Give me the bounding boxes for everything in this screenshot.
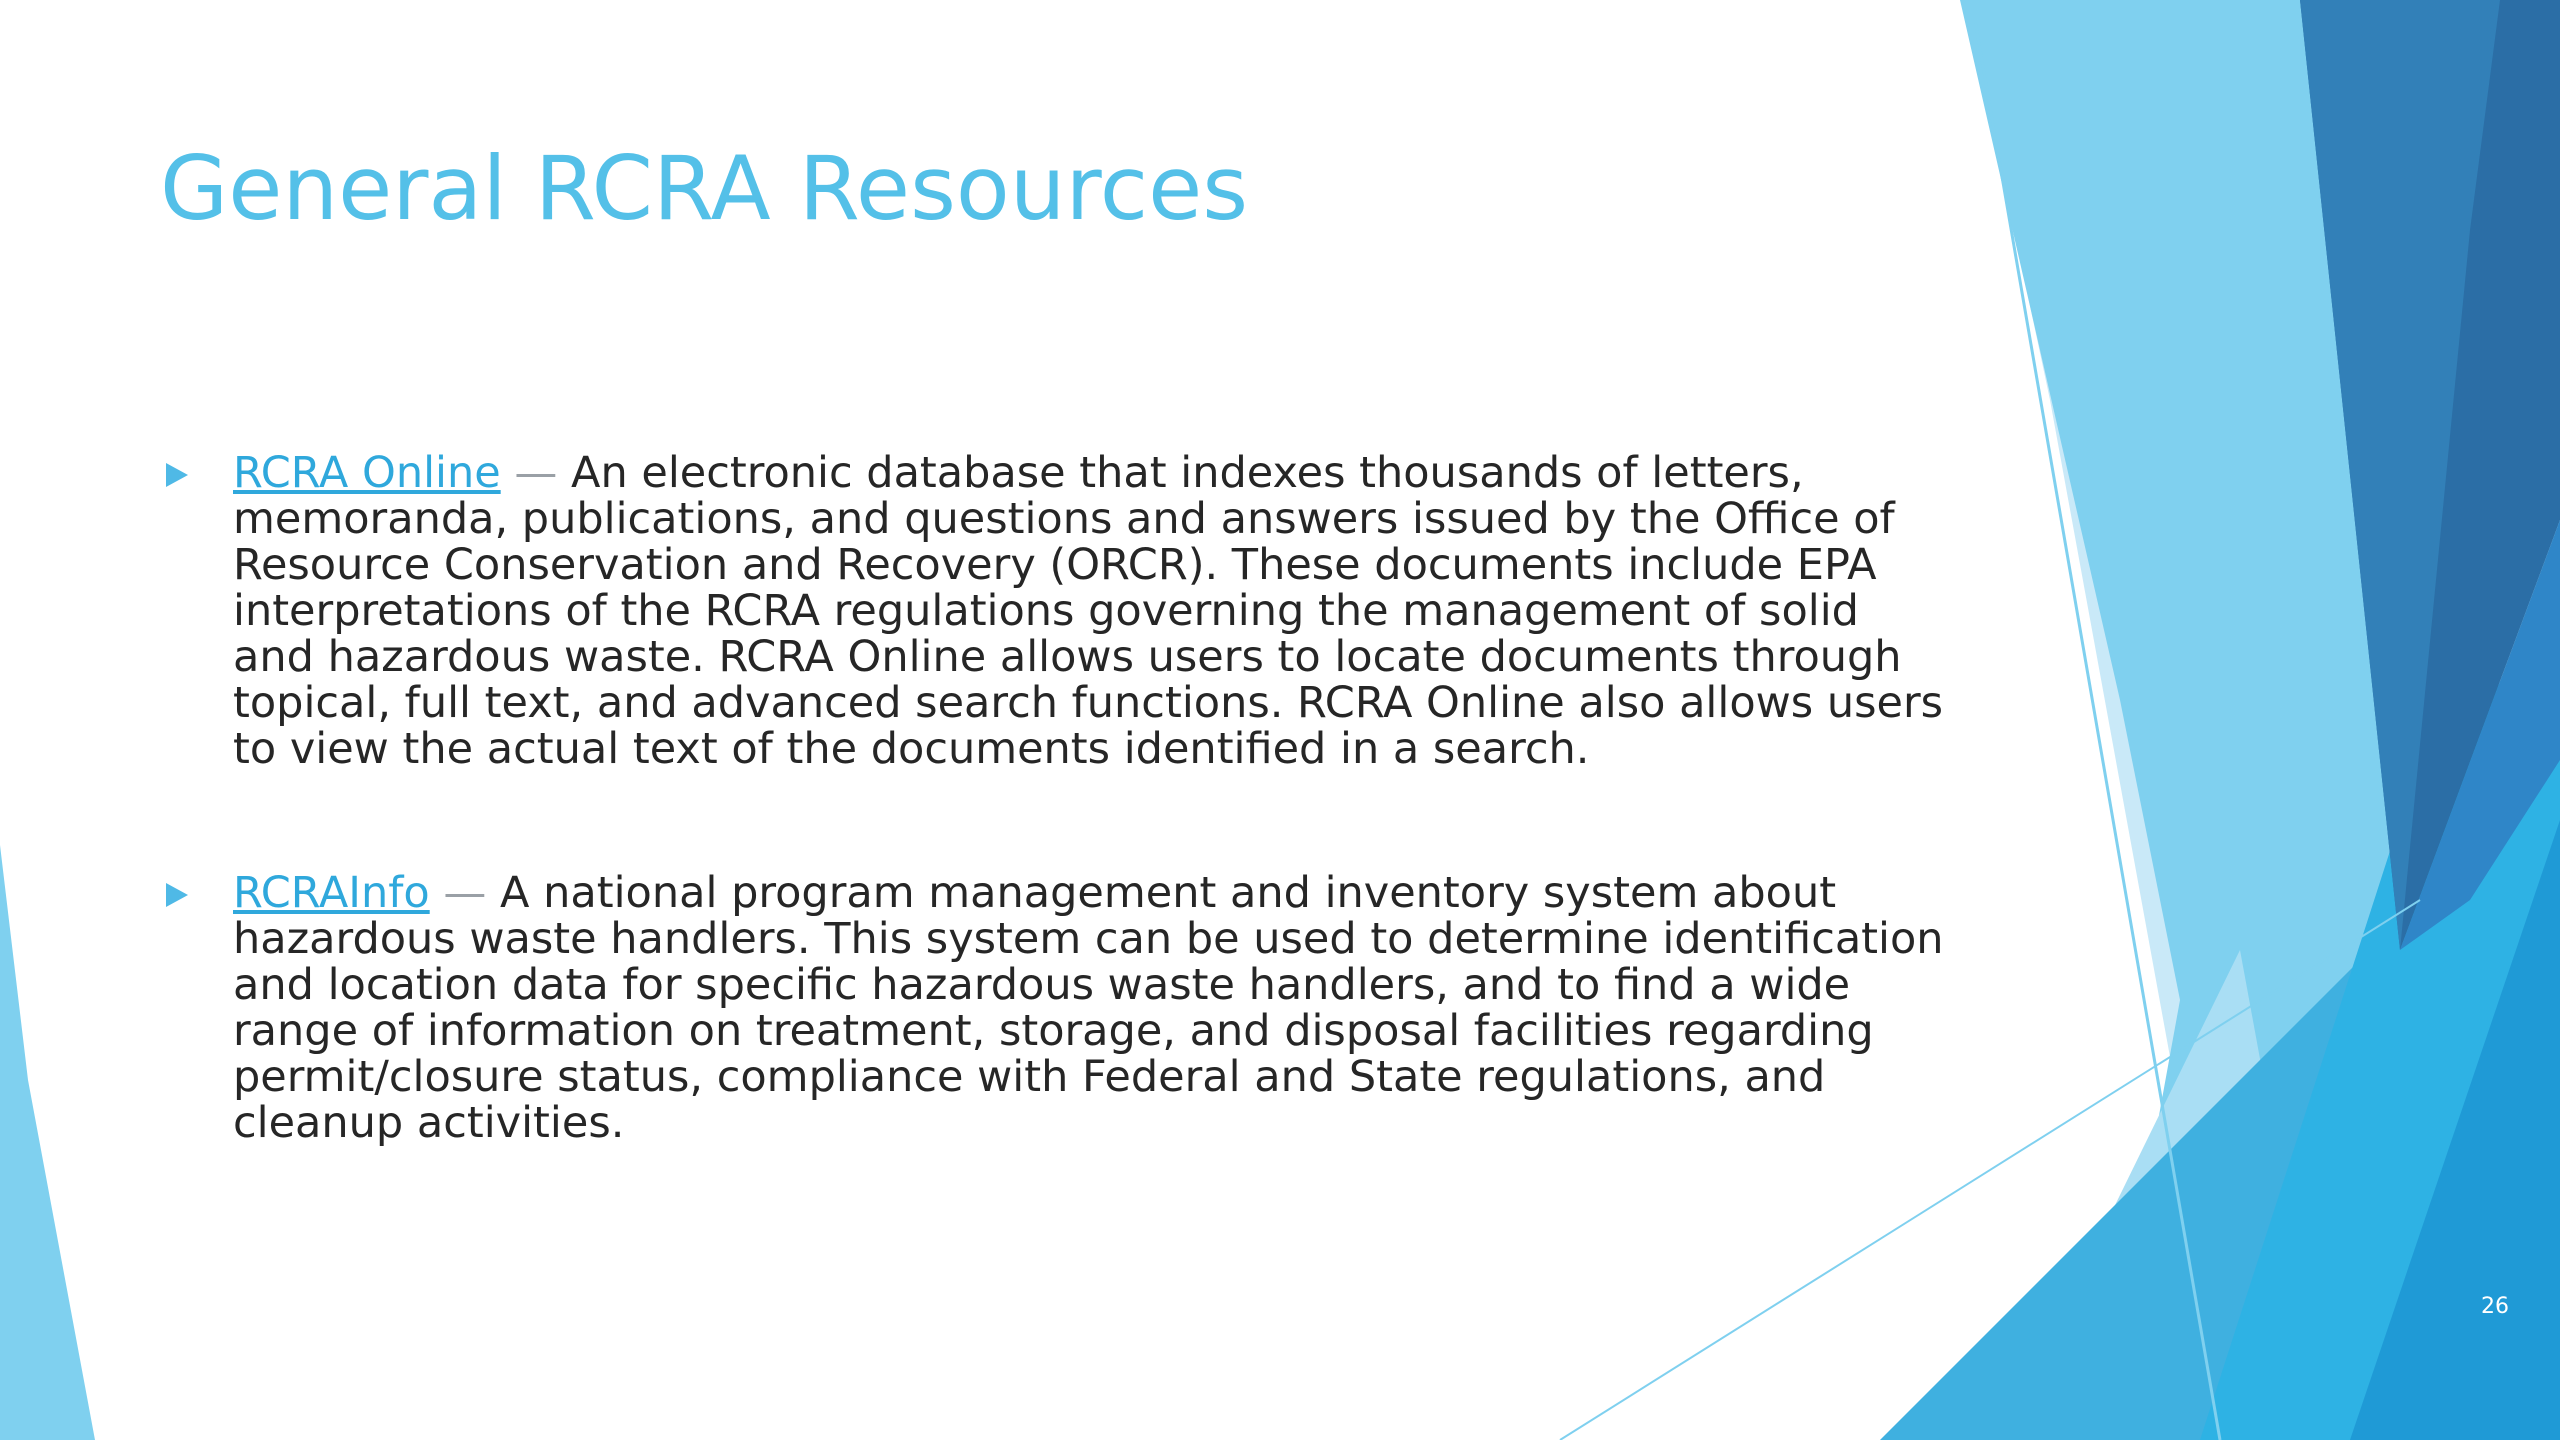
bullet-item-rcrainfo: [160, 870, 1950, 1146]
em-dash: —: [429, 868, 501, 918]
rcrainfo-link[interactable]: RCRAInfo: [233, 868, 430, 918]
em-dash: —: [500, 448, 572, 498]
bullet-description: An electronic database that indexes thousands of letters, memoranda, publications, and questions and answers issued by the Office of Resource Conservation and Recovery (ORCR). These documents include EPA interpretations of the RCRA regulations governing the management of solid and hazardous waste. RCRA Online allows users to locate documents through topical, full text, and advanced search functions. RCRA Online also allows users to view the actual text of the documents identified in a search.: [233, 448, 1944, 774]
page-number: 26: [2481, 1294, 2509, 1319]
triangle-right-icon: [166, 463, 188, 487]
rcra-online-link[interactable]: RCRA Online: [233, 448, 501, 498]
bullet-item-rcra-online: [160, 450, 1950, 772]
triangle-right-icon: [166, 883, 188, 907]
bullet-list: [160, 450, 1950, 1244]
left-accent-strip: [0, 845, 95, 1440]
bullet-description: A national program management and inventory system about hazardous waste handlers. This system can be used to determine identification and location data for specific hazardous waste handlers, and to find a wide range of information on treatment, storage, and disposal facilities regarding permit/closure status, compliance with Federal and State regulations, and cleanup activities.: [233, 868, 1944, 1148]
slide-title: General RCRA Resources: [160, 137, 1249, 240]
